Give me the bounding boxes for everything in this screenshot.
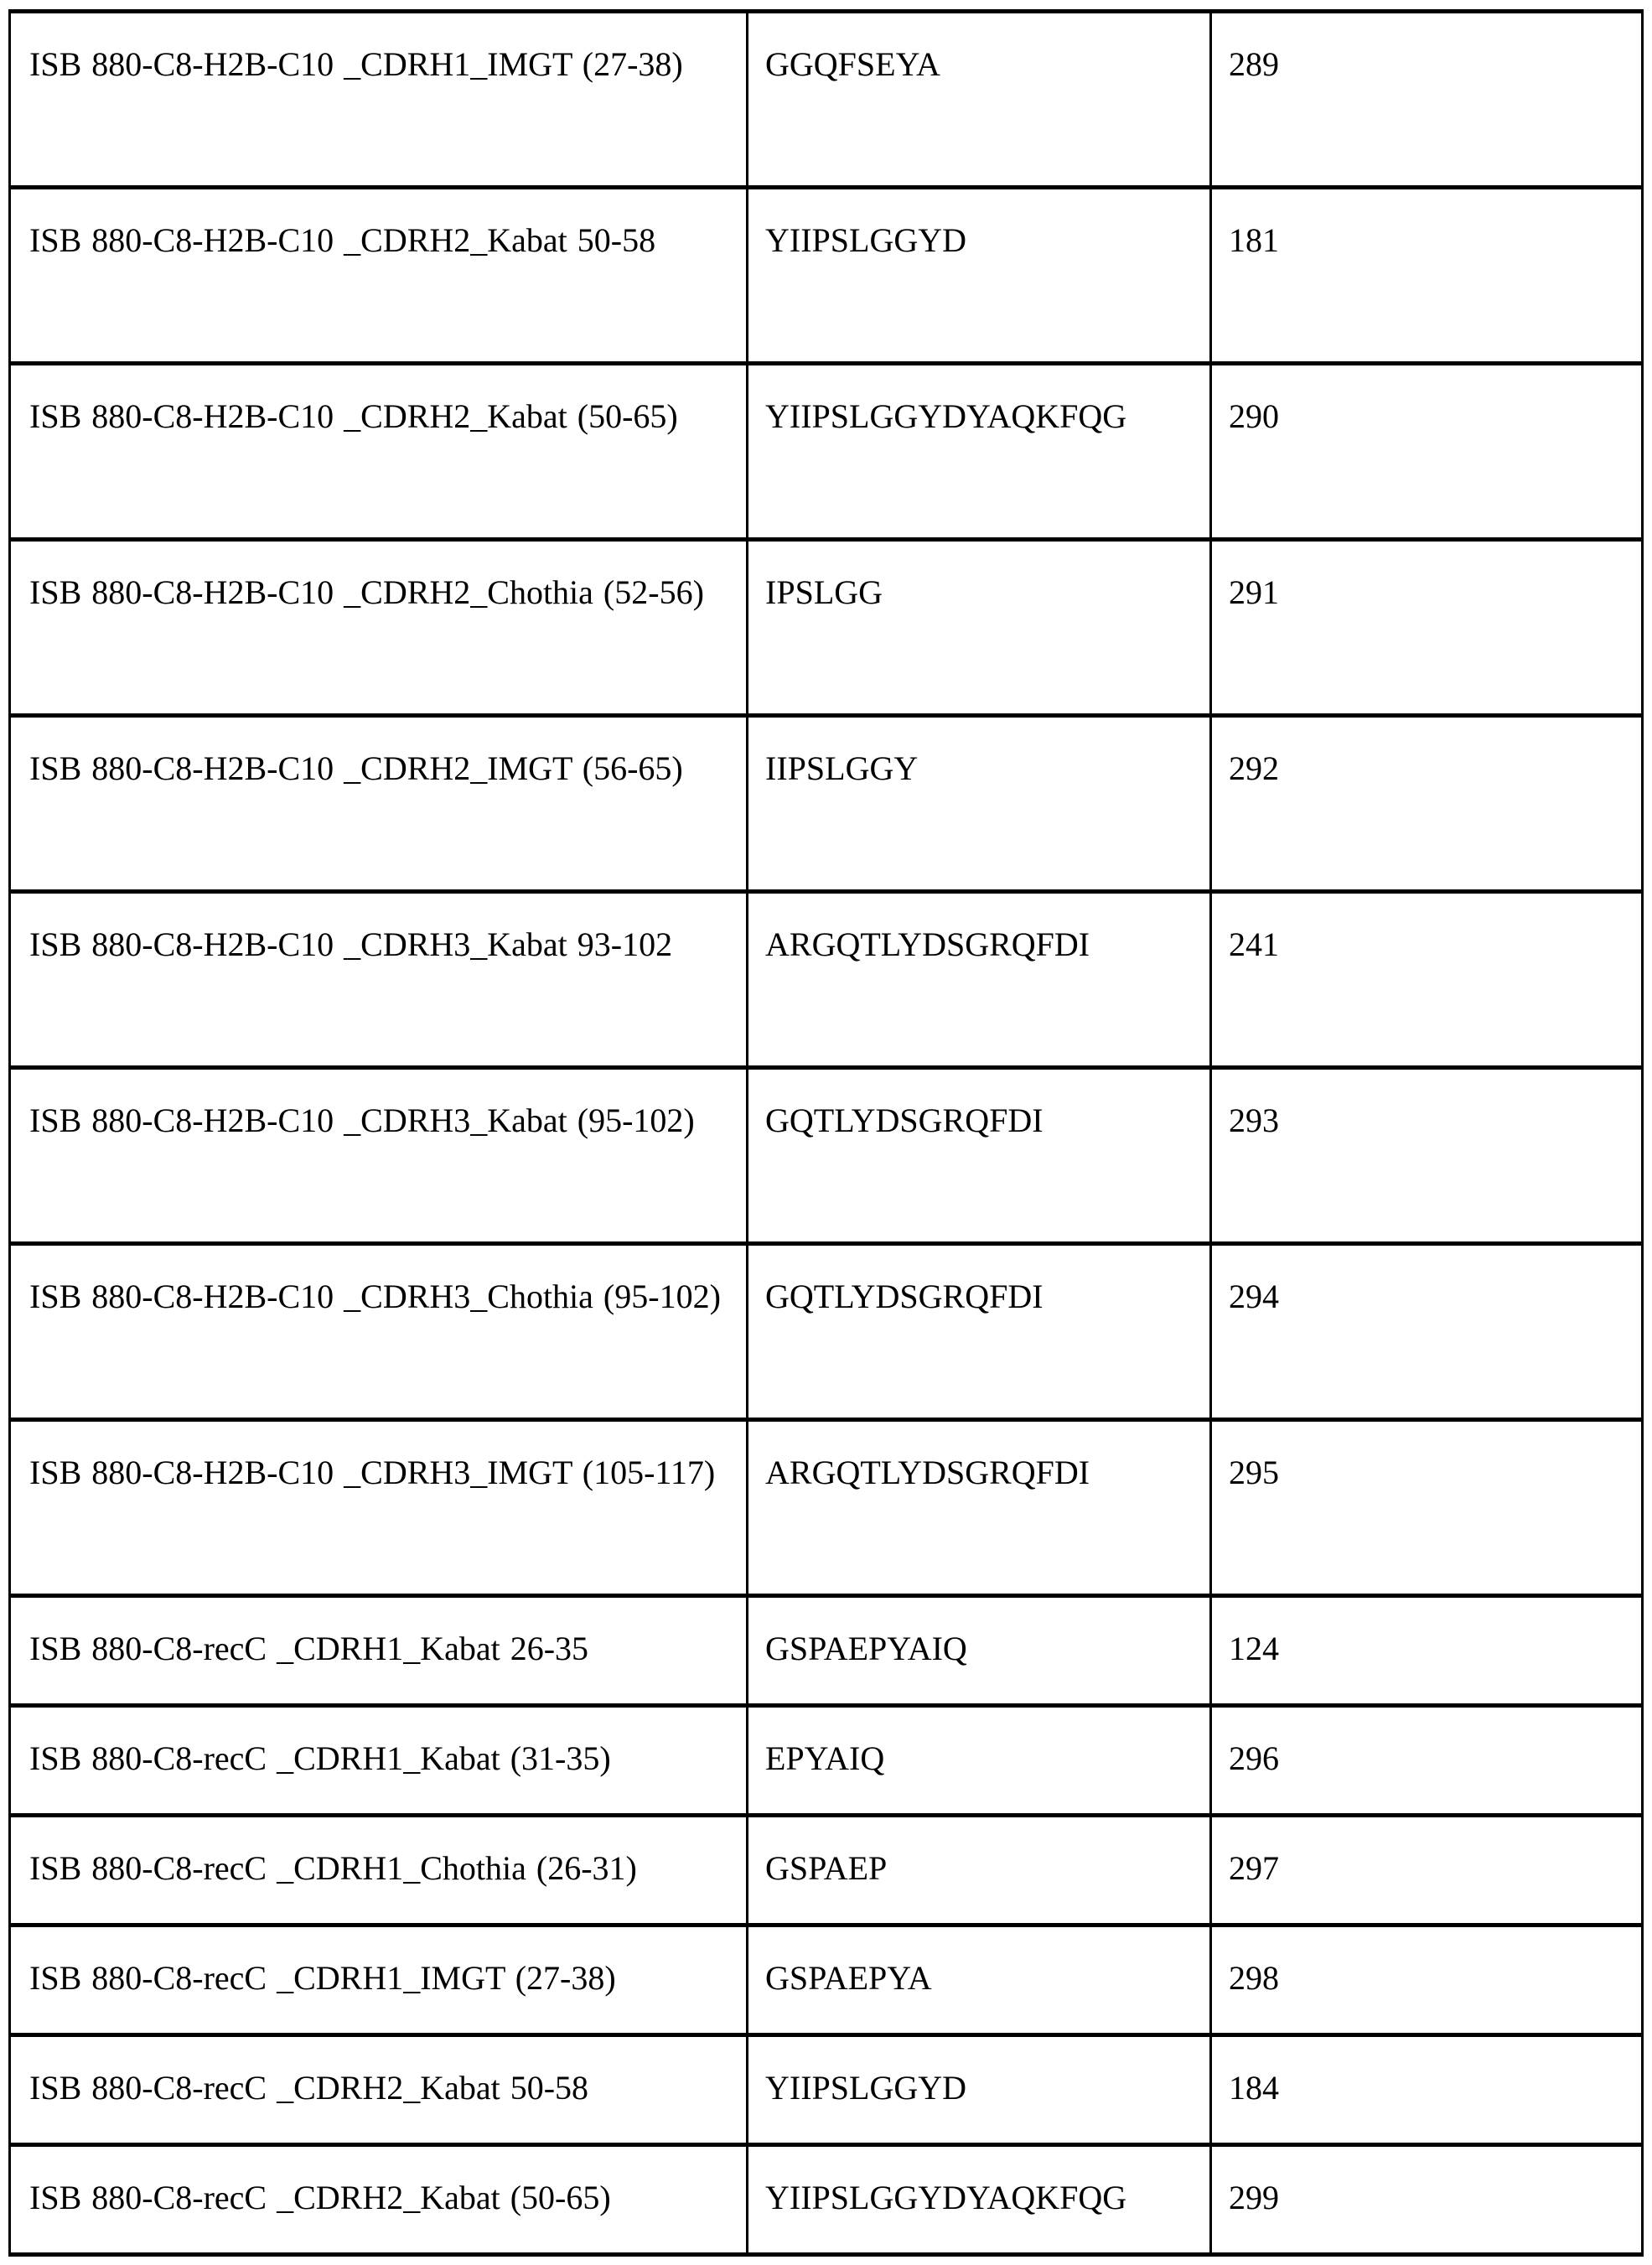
seq-id-cell: 289	[1211, 12, 1643, 188]
table-row	[10, 1420, 1643, 1596]
sequence-cell: GSPAEPYAIQ	[748, 1596, 1211, 1706]
cdr-name-cell: ISB 880-C8-H2B-C10 _CDRH1_IMGT (27-38)	[10, 12, 748, 188]
cdr-name-cell: ISB 880-C8-H2B-C10 _CDRH2_IMGT (56-65)	[10, 716, 748, 892]
table-row	[10, 1706, 1643, 1816]
cdr-name-cell: ISB 880-C8-H2B-C10 _CDRH3_Kabat (95-102)	[10, 1068, 748, 1244]
table-row	[10, 2035, 1643, 2145]
sequence-cell: IIPSLGGY	[748, 716, 1211, 892]
cdr-name-cell: ISB 880-C8-recC _CDRH2_Kabat (50-65)	[10, 2145, 748, 2255]
seq-id-cell: 294	[1211, 1244, 1643, 1420]
cdr-name-cell: ISB 880-C8-H2B-C10 _CDRH2_Chothia (52-56)	[10, 540, 748, 716]
cdr-name-cell: ISB 880-C8-H2B-C10 _CDRH3_IMGT (105-117)	[10, 1420, 748, 1596]
sequence-cell: GSPAEP	[748, 1816, 1211, 1926]
seq-id-cell: 299	[1211, 2145, 1643, 2255]
table-row	[10, 364, 1643, 540]
table-row	[10, 1926, 1643, 2035]
seq-id-cell: 184	[1211, 2035, 1643, 2145]
table-row	[10, 12, 1643, 188]
sequence-cell: YIIPSLGGYDYAQKFQG	[748, 364, 1211, 540]
seq-id-cell: 296	[1211, 1706, 1643, 1816]
seq-id-cell: 298	[1211, 1926, 1643, 2035]
sequence-cell: GSPAEPYA	[748, 1926, 1211, 2035]
sequence-cell: ARGQTLYDSGRQFDI	[748, 892, 1211, 1068]
cdr-sequence-table	[8, 9, 1644, 2257]
cdr-name-cell: ISB 880-C8-H2B-C10 _CDRH3_Kabat 93-102	[10, 892, 748, 1068]
table-row	[10, 1068, 1643, 1244]
sequence-cell: YIIPSLGGYD	[748, 188, 1211, 364]
seq-id-cell: 292	[1211, 716, 1643, 892]
sequence-cell: YIIPSLGGYD	[748, 2035, 1211, 2145]
seq-id-cell: 291	[1211, 540, 1643, 716]
sequence-cell: YIIPSLGGYDYAQKFQG	[748, 2145, 1211, 2255]
seq-id-cell: 293	[1211, 1068, 1643, 1244]
seq-id-cell: 297	[1211, 1816, 1643, 1926]
table-row	[10, 1816, 1643, 1926]
table-row	[10, 1596, 1643, 1706]
cdr-name-cell: ISB 880-C8-H2B-C10 _CDRH2_Kabat 50-58	[10, 188, 748, 364]
sequence-cell: ARGQTLYDSGRQFDI	[748, 1420, 1211, 1596]
cdr-name-cell: ISB 880-C8-H2B-C10 _CDRH2_Kabat (50-65)	[10, 364, 748, 540]
table-row	[10, 2145, 1643, 2255]
table-row	[10, 892, 1643, 1068]
seq-id-cell: 241	[1211, 892, 1643, 1068]
cdr-name-cell: ISB 880-C8-recC _CDRH1_Chothia (26-31)	[10, 1816, 748, 1926]
seq-id-cell: 295	[1211, 1420, 1643, 1596]
table-row	[10, 188, 1643, 364]
cdr-name-cell: ISB 880-C8-recC _CDRH1_Kabat (31-35)	[10, 1706, 748, 1816]
seq-id-cell: 290	[1211, 364, 1643, 540]
sequence-cell: GQTLYDSGRQFDI	[748, 1068, 1211, 1244]
table-row	[10, 540, 1643, 716]
table-row	[10, 1244, 1643, 1420]
sequence-cell: IPSLGG	[748, 540, 1211, 716]
sequence-cell: GQTLYDSGRQFDI	[748, 1244, 1211, 1420]
seq-id-cell: 181	[1211, 188, 1643, 364]
cdr-name-cell: ISB 880-C8-recC _CDRH1_Kabat 26-35	[10, 1596, 748, 1706]
sequence-cell: EPYAIQ	[748, 1706, 1211, 1816]
table-row	[10, 716, 1643, 892]
seq-id-cell: 124	[1211, 1596, 1643, 1706]
cdr-name-cell: ISB 880-C8-recC _CDRH1_IMGT (27-38)	[10, 1926, 748, 2035]
cdr-name-cell: ISB 880-C8-H2B-C10 _CDRH3_Chothia (95-102)	[10, 1244, 748, 1420]
sequence-cell: GGQFSEYA	[748, 12, 1211, 188]
cdr-name-cell: ISB 880-C8-recC _CDRH2_Kabat 50-58	[10, 2035, 748, 2145]
